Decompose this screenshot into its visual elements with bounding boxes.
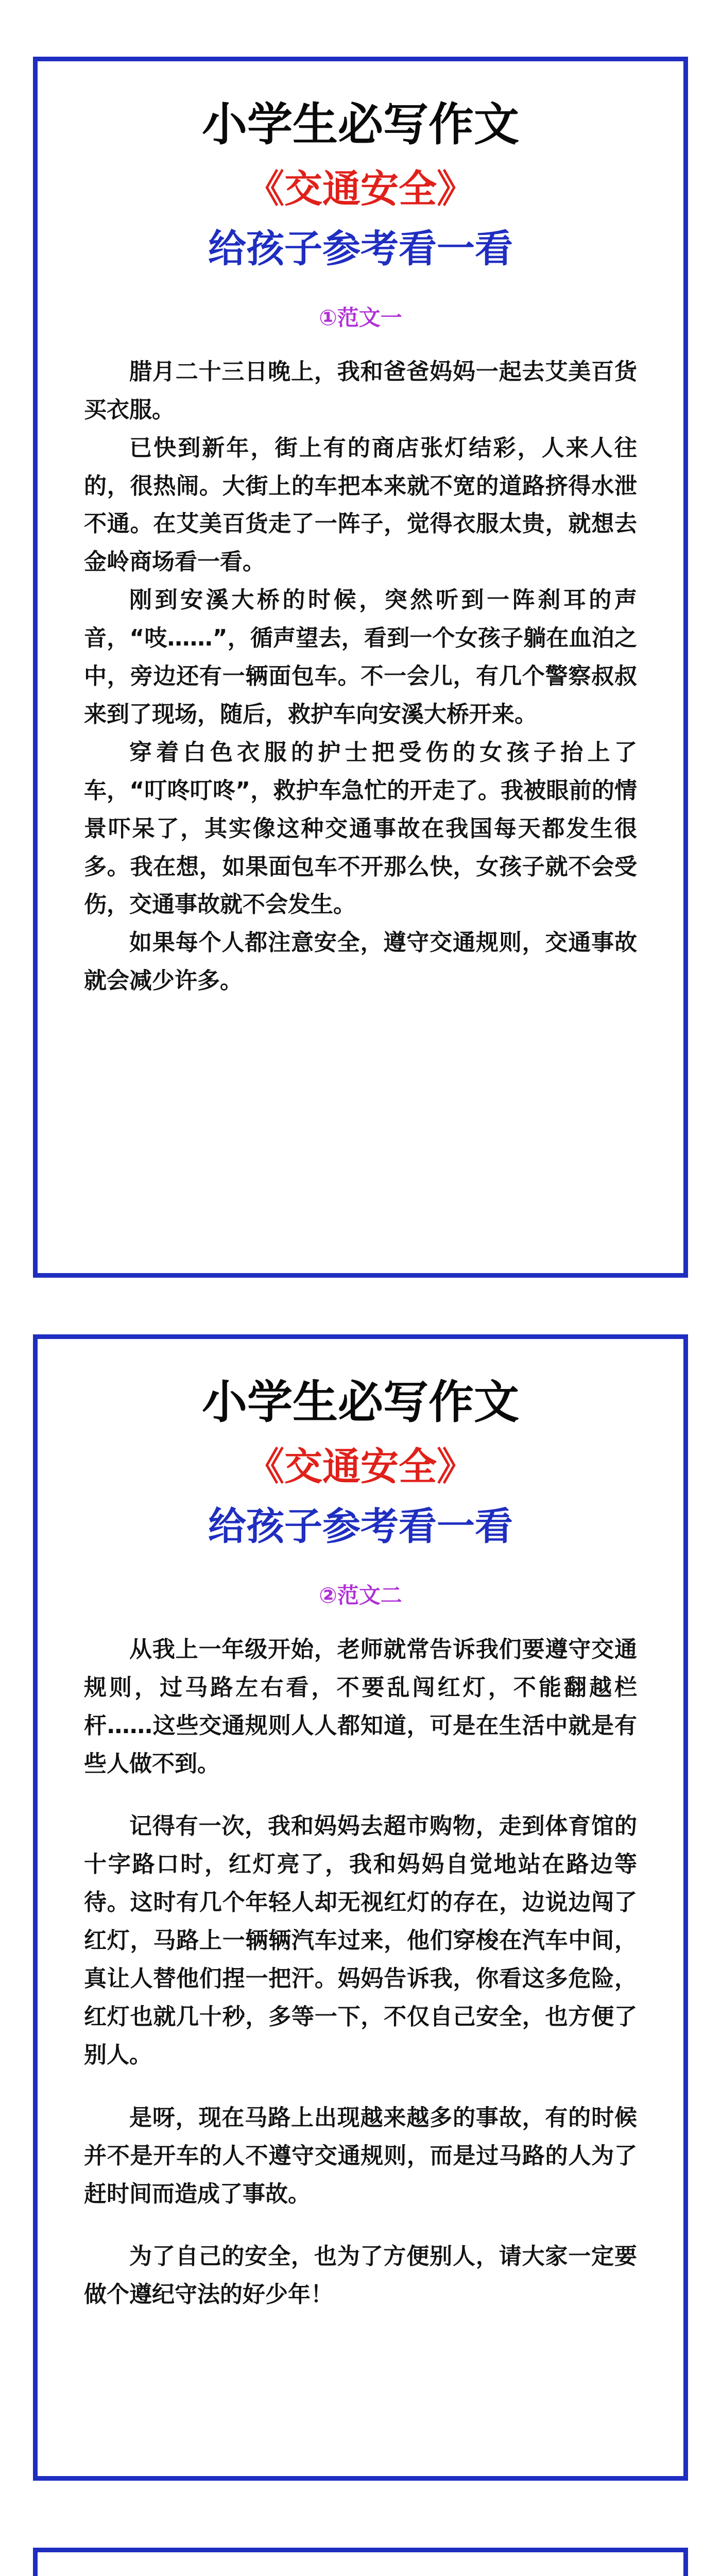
card-tagline: 给孩子参考看一看 <box>208 227 513 272</box>
paragraph: 记得有一次，我和妈妈去超市购物，走到体育馆的十字路口时，红灯亮了，我和妈妈自觉地站在路边等待。这时有几个年轻人却无视红灯的存在，边说边闯了红灯，马路上一辆辆汽车过来，他们穿梭在汽车中间，真让人替他们捏一把汗。妈妈告诉我，你看这多危险，红灯也就几十秒，多等一下，不仅自己安全，也方便了别人。 <box>84 1813 637 2068</box>
paragraph: 腊月二十三日晚上，我和爸爸妈妈一起去艾美百货买衣服。 <box>84 358 637 423</box>
paragraph: 已快到新年，街上有的商店张灯结彩，人来人往的，很热闹。大街上的车把本来就不宽的道路挤得水泄不通。在艾美百货走了一阵子，觉得衣服太贵，就想去金岭商场看一看。 <box>84 434 637 575</box>
card-title: 小学生必写作文 <box>201 1376 519 1429</box>
section-label: ②范文二 <box>319 1583 402 1608</box>
paragraph: 穿着白色衣服的护士把受伤的女孩子抬上了车，“叮咚叮咚”，救护车急忙的开走了。我被眼前的情景吓呆了，其实像这种交通事故在我国每天都发生很多。我在想，如果面包车不开那么快，女孩子就不会受伤，交通事故就不会发生。 <box>84 739 637 918</box>
card-subtitle: 《交通安全》 <box>246 1444 475 1489</box>
essay-body <box>84 353 637 1000</box>
card-title: 小学生必写作文 <box>201 98 519 151</box>
essay-card-1 <box>33 57 688 1278</box>
essay-card-3 <box>33 2548 688 2576</box>
card-subtitle: 《交通安全》 <box>246 166 475 211</box>
paragraph: 如果每个人都注意安全，遵守交通规则，交通事故就会减少许多。 <box>84 929 637 994</box>
card-tagline: 给孩子参考看一看 <box>208 1504 513 1549</box>
card-title <box>84 2552 637 2576</box>
paragraph: 为了自己的安全，也为了方便别人，请大家一定要做个遵纪守法的好少年！ <box>84 2243 637 2308</box>
paragraph: 从我上一年级开始，老师就常告诉我们要遵守交通规则，过马路左右看，不要乱闯红灯，不能翻越栏杆……这些交通规则人人都知道，可是在生活中就是有些人做不到。 <box>84 1636 637 1777</box>
paragraph: 是呀，现在马路上出现越来越多的事故，有的时候并不是开车的人不遵守交通规则，而是过马路的人为了赶时间而造成了事故。 <box>84 2104 637 2207</box>
paragraph: 刚到安溪大桥的时候，突然听到一阵刹耳的声音，“吱……”，循声望去，看到一个女孩子躺在血泊之中，旁边还有一辆面包车。不一会儿，有几个警察叔叔来到了现场，随后，救护车向安溪大桥开来。 <box>84 587 637 727</box>
essay-card-2 <box>33 1334 688 2481</box>
essay-body <box>84 1631 637 2314</box>
section-label: ①范文一 <box>319 305 402 331</box>
